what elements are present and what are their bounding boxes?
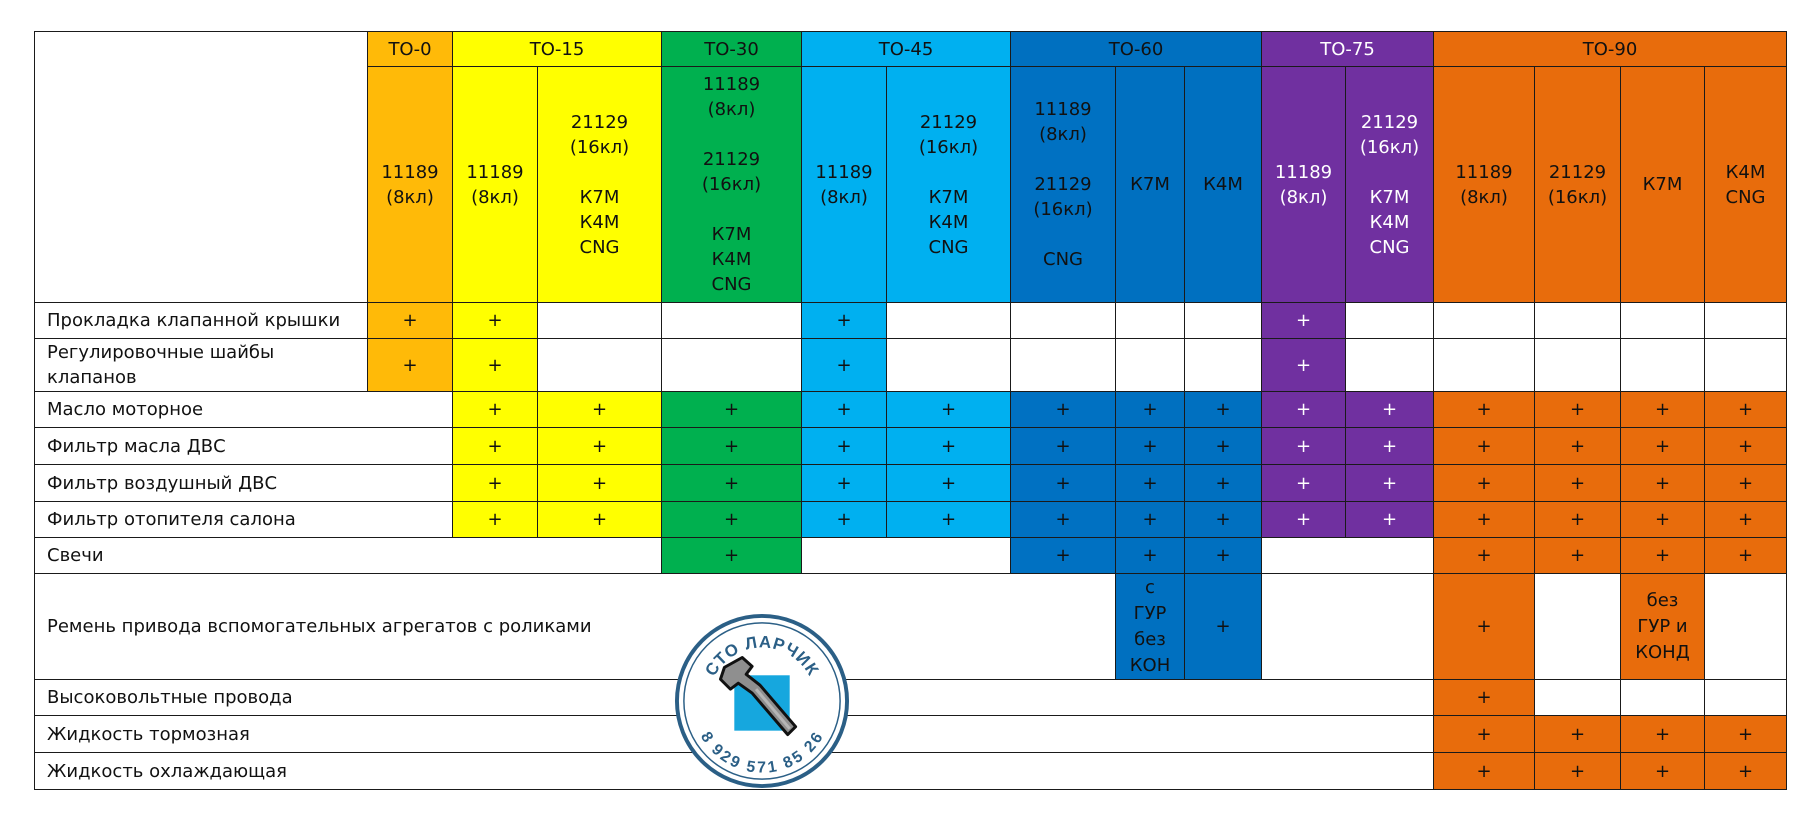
row-label: Фильтр масла ДВС bbox=[35, 428, 453, 465]
check-mark: + bbox=[1535, 392, 1621, 428]
check-mark: + bbox=[1434, 392, 1535, 428]
check-mark: + bbox=[1434, 428, 1535, 465]
empty-cell bbox=[1621, 339, 1705, 392]
table-row bbox=[35, 392, 1787, 428]
table-row bbox=[35, 538, 1787, 574]
check-mark: + bbox=[1434, 502, 1535, 538]
check-mark: + bbox=[1346, 465, 1434, 502]
check-mark: + bbox=[453, 465, 538, 502]
check-mark: + bbox=[1535, 538, 1621, 574]
check-mark: + bbox=[1011, 502, 1116, 538]
table-row bbox=[35, 428, 1787, 465]
check-mark: + bbox=[1346, 428, 1434, 465]
check-mark: + bbox=[1434, 716, 1535, 753]
empty-cell bbox=[802, 538, 1011, 574]
check-mark: + bbox=[1262, 339, 1346, 392]
check-mark: + bbox=[1185, 574, 1262, 680]
check-mark: + bbox=[1011, 465, 1116, 502]
check-mark: + bbox=[1185, 502, 1262, 538]
empty-cell bbox=[662, 303, 802, 339]
check-mark: + bbox=[662, 502, 802, 538]
row-label: Фильтр отопителя салона bbox=[35, 502, 453, 538]
check-mark: + bbox=[1262, 392, 1346, 428]
empty-cell bbox=[1705, 574, 1787, 680]
maintenance-table bbox=[34, 31, 1787, 790]
empty-cell bbox=[1705, 303, 1787, 339]
row-label: Жидкость охлаждающая bbox=[35, 753, 1434, 790]
check-mark: + bbox=[1705, 716, 1787, 753]
row-label: Ремень привода вспомогательных агрегатов с роликами bbox=[35, 574, 1116, 680]
sub-header-to90-k7m: К7М bbox=[1621, 67, 1705, 303]
sub-header-to0: 11189 (8кл) bbox=[368, 67, 453, 303]
empty-cell bbox=[538, 303, 662, 339]
sub-header-to45-16v: 21129 (16кл) К7М К4М CNG bbox=[887, 67, 1011, 303]
empty-cell bbox=[1262, 574, 1434, 680]
check-mark: + bbox=[1621, 502, 1705, 538]
sub-header-to15-8v: 11189 (8кл) bbox=[453, 67, 538, 303]
check-mark: + bbox=[662, 538, 802, 574]
check-mark: + bbox=[1434, 753, 1535, 790]
check-mark: + bbox=[1185, 465, 1262, 502]
check-mark: + bbox=[1705, 753, 1787, 790]
check-mark: + bbox=[1011, 428, 1116, 465]
check-mark: + bbox=[1705, 538, 1787, 574]
empty-cell bbox=[1262, 538, 1434, 574]
check-mark: + bbox=[538, 428, 662, 465]
check-mark: + bbox=[802, 428, 887, 465]
check-mark: + bbox=[802, 465, 887, 502]
check-mark: + bbox=[1535, 465, 1621, 502]
empty-cell bbox=[538, 339, 662, 392]
empty-cell bbox=[1011, 339, 1116, 392]
check-mark: + bbox=[1434, 538, 1535, 574]
empty-cell bbox=[1535, 303, 1621, 339]
empty-cell bbox=[1434, 339, 1535, 392]
check-mark: + bbox=[1705, 392, 1787, 428]
sto-larchik-logo bbox=[673, 612, 851, 790]
check-mark: + bbox=[887, 428, 1011, 465]
belt-note-k7m-without-power-steering: без ГУР и КОНД bbox=[1621, 574, 1705, 680]
sub-header-to45-8v: 11189 (8кл) bbox=[802, 67, 887, 303]
row-label: Жидкость тормозная bbox=[35, 716, 1434, 753]
empty-cell bbox=[1535, 680, 1621, 716]
check-mark: + bbox=[1262, 502, 1346, 538]
empty-cell bbox=[1185, 339, 1262, 392]
empty-cell bbox=[1011, 303, 1116, 339]
sub-header-to75-8v: 11189 (8кл) bbox=[1262, 67, 1346, 303]
group-header-to15: ТО-15 bbox=[453, 32, 662, 67]
sub-header-to90-8v: 11189 (8кл) bbox=[1434, 67, 1535, 303]
empty-cell bbox=[662, 339, 802, 392]
belt-note-k7m-with-power-steering: с ГУР без КОН bbox=[1116, 574, 1185, 680]
check-mark: + bbox=[802, 392, 887, 428]
group-header-to90: ТО-90 bbox=[1434, 32, 1787, 67]
empty-cell bbox=[1621, 303, 1705, 339]
check-mark: + bbox=[1621, 716, 1705, 753]
check-mark: + bbox=[1185, 428, 1262, 465]
empty-cell bbox=[1185, 303, 1262, 339]
check-mark: + bbox=[453, 392, 538, 428]
empty-cell bbox=[1434, 303, 1535, 339]
check-mark: + bbox=[802, 339, 887, 392]
check-mark: + bbox=[1116, 392, 1185, 428]
empty-cell bbox=[1346, 339, 1434, 392]
check-mark: + bbox=[1621, 392, 1705, 428]
check-mark: + bbox=[662, 392, 802, 428]
check-mark: + bbox=[887, 392, 1011, 428]
check-mark: + bbox=[802, 502, 887, 538]
row-label: Высоковольтные провода bbox=[35, 680, 1434, 716]
group-header-to75: ТО-75 bbox=[1262, 32, 1434, 67]
check-mark: + bbox=[538, 502, 662, 538]
row-label: Свечи bbox=[35, 538, 662, 574]
check-mark: + bbox=[538, 392, 662, 428]
check-mark: + bbox=[1116, 465, 1185, 502]
row-label: Регулировочные шайбы клапанов bbox=[35, 339, 368, 392]
check-mark: + bbox=[538, 465, 662, 502]
check-mark: + bbox=[1116, 428, 1185, 465]
empty-cell bbox=[1116, 303, 1185, 339]
check-mark: + bbox=[1621, 538, 1705, 574]
check-mark: + bbox=[1535, 428, 1621, 465]
check-mark: + bbox=[1621, 428, 1705, 465]
table-row bbox=[35, 303, 1787, 339]
empty-cell bbox=[887, 339, 1011, 392]
check-mark: + bbox=[453, 502, 538, 538]
sub-header-to60-k7m: К7М bbox=[1116, 67, 1185, 303]
sub-header-to60-k4m: К4М bbox=[1185, 67, 1262, 303]
empty-cell bbox=[1705, 680, 1787, 716]
table-row bbox=[35, 753, 1787, 790]
check-mark: + bbox=[1116, 538, 1185, 574]
table-row bbox=[35, 339, 1787, 392]
sub-header-to60-8v: 11189 (8кл) 21129 (16кл) CNG bbox=[1011, 67, 1116, 303]
check-mark: + bbox=[1535, 502, 1621, 538]
check-mark: + bbox=[662, 428, 802, 465]
group-header-to60: ТО-60 bbox=[1011, 32, 1262, 67]
check-mark: + bbox=[1185, 538, 1262, 574]
check-mark: + bbox=[662, 465, 802, 502]
check-mark: + bbox=[887, 465, 1011, 502]
check-mark: + bbox=[1116, 502, 1185, 538]
logo-name-text: СТО ЛАРЧИК bbox=[701, 632, 823, 680]
row-label: Масло моторное bbox=[35, 392, 453, 428]
table-row bbox=[35, 574, 1787, 680]
logo-phone-text: 8 929 571 85 26 bbox=[696, 729, 828, 777]
sub-header-to75-16v: 21129 (16кл) К7М К4М CNG bbox=[1346, 67, 1434, 303]
empty-cell bbox=[1621, 680, 1705, 716]
check-mark: + bbox=[1262, 428, 1346, 465]
table-row bbox=[35, 680, 1787, 716]
check-mark: + bbox=[453, 339, 538, 392]
table-row bbox=[35, 465, 1787, 502]
table-row bbox=[35, 502, 1787, 538]
group-header-to45: ТО-45 bbox=[802, 32, 1011, 67]
table-row bbox=[35, 716, 1787, 753]
sub-header-to30: 11189 (8кл) 21129 (16кл) К7М К4М CNG bbox=[662, 67, 802, 303]
sub-header-to90-16v: 21129 (16кл) bbox=[1535, 67, 1621, 303]
empty-cell bbox=[1116, 339, 1185, 392]
check-mark: + bbox=[453, 428, 538, 465]
check-mark: + bbox=[1346, 392, 1434, 428]
group-header-to30: ТО-30 bbox=[662, 32, 802, 67]
sub-header-to15-16v: 21129 (16кл) К7М К4М CNG bbox=[538, 67, 662, 303]
empty-cell bbox=[1535, 339, 1621, 392]
row-label: Прокладка клапанной крышки bbox=[35, 303, 368, 339]
check-mark: + bbox=[1434, 574, 1535, 680]
check-mark: + bbox=[368, 303, 453, 339]
check-mark: + bbox=[1705, 502, 1787, 538]
check-mark: + bbox=[1185, 392, 1262, 428]
check-mark: + bbox=[1535, 716, 1621, 753]
group-header-to0: ТО-0 bbox=[368, 32, 453, 67]
check-mark: + bbox=[1705, 465, 1787, 502]
empty-cell bbox=[1535, 574, 1621, 680]
check-mark: + bbox=[1535, 753, 1621, 790]
check-mark: + bbox=[1434, 465, 1535, 502]
check-mark: + bbox=[1621, 465, 1705, 502]
check-mark: + bbox=[368, 339, 453, 392]
corner-cell bbox=[35, 32, 368, 303]
check-mark: + bbox=[1621, 753, 1705, 790]
empty-cell bbox=[887, 303, 1011, 339]
empty-cell bbox=[1705, 339, 1787, 392]
check-mark: + bbox=[802, 303, 887, 339]
check-mark: + bbox=[1346, 502, 1434, 538]
check-mark: + bbox=[1011, 392, 1116, 428]
row-label: Фильтр воздушный ДВС bbox=[35, 465, 453, 502]
sub-header-to90-k4m: К4М CNG bbox=[1705, 67, 1787, 303]
check-mark: + bbox=[453, 303, 538, 339]
check-mark: + bbox=[1011, 538, 1116, 574]
check-mark: + bbox=[1434, 680, 1535, 716]
empty-cell bbox=[1346, 303, 1434, 339]
check-mark: + bbox=[887, 502, 1011, 538]
check-mark: + bbox=[1705, 428, 1787, 465]
check-mark: + bbox=[1262, 465, 1346, 502]
check-mark: + bbox=[1262, 303, 1346, 339]
